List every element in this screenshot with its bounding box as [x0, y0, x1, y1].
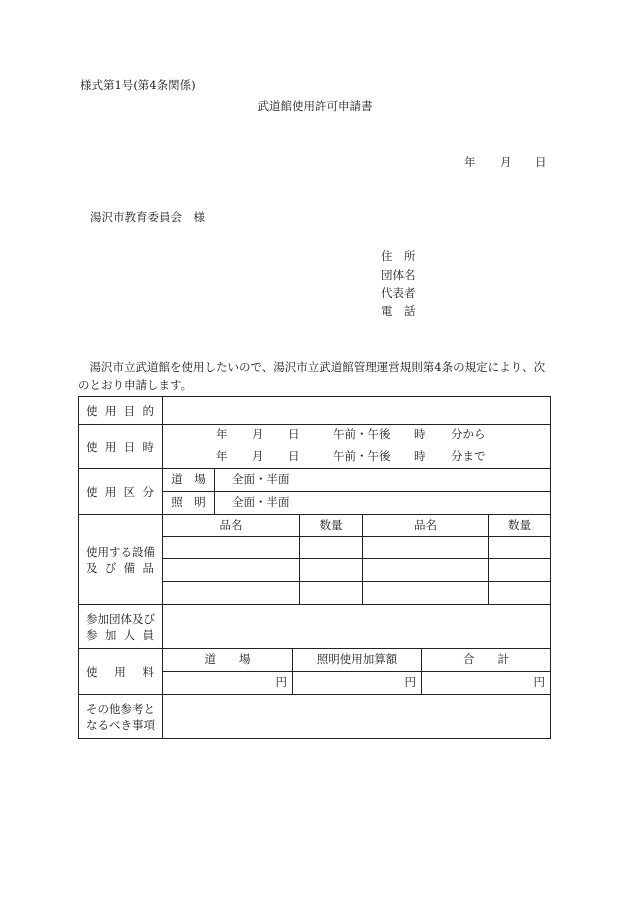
from-ampm-label: 午前・午後 — [333, 427, 391, 441]
to-day-label: 日 — [288, 449, 300, 463]
table-border-right — [550, 396, 551, 739]
category-column-divider — [214, 468, 215, 514]
to-hour-label: 時 — [414, 449, 426, 463]
table-border-bottom — [78, 738, 551, 739]
from-hour-label: 時 — [414, 427, 426, 441]
dojo-label: 道 場 — [171, 472, 206, 487]
from-month-label: 月 — [252, 427, 264, 441]
purpose-label: 使用目的 — [86, 403, 154, 418]
table-border-left — [78, 396, 79, 739]
datetime-label-cell — [80, 425, 162, 468]
applicant-representative-label: 代表者 — [381, 286, 416, 300]
equipment-header-item-2: 品名 — [414, 517, 437, 532]
remarks-label-line-1: その他参考と — [86, 701, 155, 716]
participants-label-line-1: 参加団体及び — [86, 611, 155, 626]
equipment-header-qty-2: 数量 — [508, 517, 531, 532]
equipment-label-line-2: 及び備品 — [86, 560, 154, 575]
equipment-row[interactable] — [163, 559, 550, 581]
date-day-label: 日 — [535, 155, 547, 169]
lighting-label: 照 明 — [171, 495, 206, 510]
addressee: 湯沢市教育委員会 様 — [90, 210, 205, 224]
form-number: 様式第1号(第4条関係) — [80, 78, 196, 92]
fee-label: 使用料 — [86, 664, 154, 679]
participants-label-line-2: 参加人員 — [86, 627, 154, 642]
to-year-label: 年 — [216, 449, 228, 463]
from-year-label: 年 — [216, 427, 228, 441]
to-ampm-label: 午前・午後 — [333, 449, 391, 463]
purpose-label-cell — [80, 397, 162, 424]
fee-label-cell — [80, 649, 162, 694]
dojo-option[interactable]: 全面・半面 — [232, 472, 290, 487]
fee-dojo-unit[interactable]: 円 — [275, 675, 287, 690]
from-minute-label: 分から — [451, 427, 486, 441]
participants-field[interactable] — [163, 605, 550, 648]
purpose-field[interactable] — [163, 397, 550, 424]
datetime-label: 使用日時 — [86, 439, 154, 454]
applicant-address-label: 住 所 — [381, 249, 416, 263]
fee-total-unit[interactable]: 円 — [533, 675, 545, 690]
intro-line-2: のとおり申請します。 — [78, 378, 193, 392]
fee-header-lighting: 照明使用加算額 — [316, 652, 398, 667]
remarks-label-cell — [80, 695, 162, 738]
date-year-label: 年 — [464, 155, 476, 169]
participants-label-cell — [80, 605, 162, 648]
equipment-label-cell — [80, 515, 162, 604]
category-label: 使用区分 — [86, 484, 154, 499]
equipment-row[interactable] — [163, 537, 550, 558]
equipment-row[interactable] — [163, 582, 550, 604]
remarks-field[interactable] — [163, 695, 550, 738]
to-minute-label: 分まで — [451, 449, 486, 463]
fee-lighting-unit[interactable]: 円 — [404, 675, 416, 690]
lighting-option[interactable]: 全面・半面 — [232, 495, 290, 510]
from-day-label: 日 — [288, 427, 300, 441]
date-month-label: 月 — [500, 155, 512, 169]
fee-header-total: 合 計 — [463, 652, 509, 667]
to-month-label: 月 — [252, 449, 264, 463]
remarks-label-line-2: なるべき事項 — [86, 717, 155, 732]
intro-line-1: 湯沢市立武道館を使用したいので、湯沢市立武道館管理運営規則第4条の規定により、次 — [78, 360, 546, 374]
applicant-phone-label: 電 話 — [381, 304, 416, 318]
fee-header-dojo: 道 場 — [204, 652, 251, 667]
page-title: 武道館使用許可申請書 — [257, 99, 373, 113]
applicant-organization-label: 団体名 — [381, 268, 416, 282]
equipment-header-item-1: 品名 — [219, 517, 243, 532]
equipment-label-line-1: 使用する設備 — [86, 544, 155, 559]
category-label-cell — [80, 469, 162, 514]
equipment-header-qty-1: 数量 — [319, 517, 343, 532]
